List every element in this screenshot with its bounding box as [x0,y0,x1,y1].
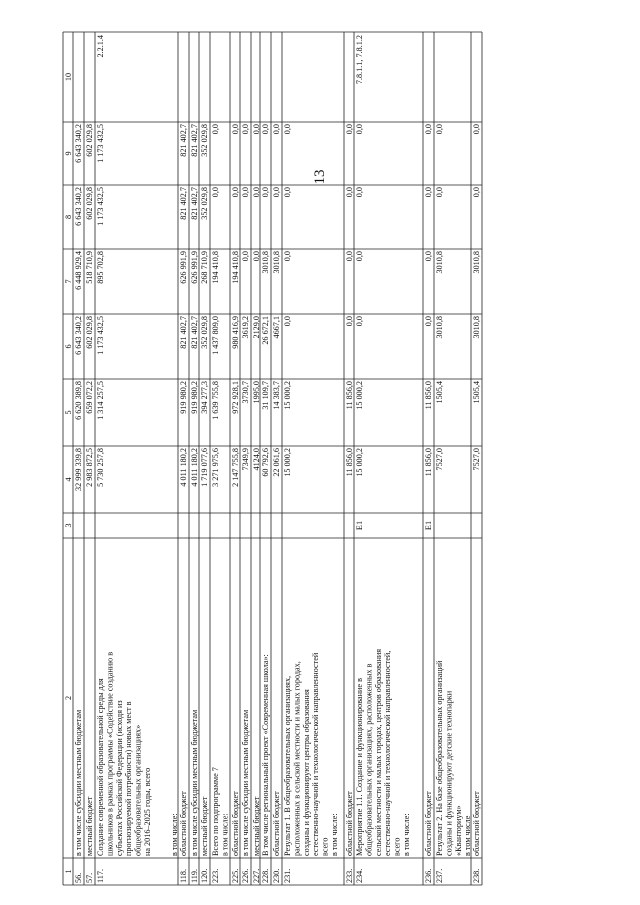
cell-value: 6 643 340,2 [74,124,83,163]
cell-description: в том числе: [170,813,179,856]
cell-value: 15 000,2 [355,381,364,410]
cell-value: 1995,0 [252,381,261,404]
cell-value: 7527,0 [472,448,481,471]
cell-code: Е1 [424,520,433,531]
cell-value: 626 991,9 [179,251,188,284]
cell-value: 1 173 432,5 [96,316,105,355]
column-header-2: 2 [64,695,73,701]
cell-value: 919 980,2 [179,381,188,414]
cell-description: в том числе субсидии местным бюджетам [190,709,199,856]
cell-value: 194 410,8 [231,251,240,284]
cell-value: 1 173 432,5 [96,187,105,226]
cell-value: 0,0 [345,124,354,135]
cell-description: в том числе субсидии местным бюджетам [241,709,250,856]
cell-description: Результат 1. В общеобразовательных организациях, [283,675,292,856]
cell-description: всего [392,837,402,856]
cell-description: всего [320,837,330,856]
cell-value: 821 402,7 [190,187,199,220]
cell-value: 6 620 389,8 [74,381,83,420]
cell-value: 0,0 [355,316,364,327]
cell-value: 394 277,3 [200,381,209,414]
cell-value: 3010,8 [435,316,444,339]
cell-value: 821 402,7 [190,316,199,349]
cell-description: Всего по подпрограмме 7 [211,767,220,856]
column-header-8: 8 [64,214,73,220]
cell-value: 0,0 [231,124,240,135]
cell-description: сельской местности и малых городах, центров образования [373,649,383,856]
column-header-3: 3 [64,523,73,528]
cell-description: областной бюджет [231,791,240,856]
cell-value: 821 402,7 [179,316,188,349]
cell-value: 0,0 [472,187,481,198]
column-header-10: 10 [64,72,73,82]
cell-value: 0,0 [241,251,250,262]
column-header-5: 5 [64,410,73,415]
cell-value: 0,0 [241,187,250,198]
cell-value: 2129,0 [252,316,261,339]
cell-value: 0,0 [355,251,364,262]
cell-value: 0,0 [252,187,261,198]
row-number: 231. [283,868,292,883]
column-header-9: 9 [64,151,73,156]
cell-value: 14 383,7 [272,381,281,410]
cell-description: областной бюджет [179,791,188,856]
cell-code: Е1 [355,520,364,531]
page-number: 13 [311,169,328,185]
cell-value: 6 643 340,2 [74,316,83,355]
row-number: 56. [74,872,83,883]
cell-value: 0,0 [424,316,433,327]
cell-value: 4 011 180,2 [179,448,188,487]
cell-value: 0,0 [435,124,444,135]
cell-description: областной бюджет [345,791,354,856]
cell-value: 602 029,8 [85,187,94,220]
cell-value: 0,0 [231,187,240,198]
cell-value: 15 000,2 [283,448,292,477]
cell-value: 821 402,7 [190,124,199,157]
row-number: 119. [190,868,199,883]
cell-description: местный бюджет [252,796,261,856]
cell-value: 919 980,2 [190,381,199,414]
cell-value: 3010,8 [272,251,281,274]
cell-value: 4124,0 [252,448,261,471]
cell-value: 0,0 [241,124,250,135]
cell-value: 0,0 [435,187,444,198]
row-number: 226. [241,868,250,883]
row-number: 227. [252,868,261,883]
row-number: 120. [200,868,209,883]
cell-value: 11 856,0 [345,448,354,477]
cell-value: 0,0 [252,251,261,262]
cell-value: 3010,8 [472,316,481,339]
cell-value: 821 402,7 [179,187,188,220]
cell-value: 194 410,8 [211,251,220,284]
cell-value: 15 000,2 [355,448,364,477]
cell-value: 602 029,8 [85,316,94,349]
cell-description: в том числе: [402,813,411,856]
cell-value: 895 702,8 [96,251,105,284]
cell-value: 3730,7 [241,381,250,404]
cell-value: 0,0 [424,251,433,262]
cell-description: естественно-научной и технологической направленностей, [383,650,393,856]
cell-description: в том числе: [220,813,230,856]
column-header-6: 6 [64,344,73,349]
cell-description: созданы и функционируют центры образования [301,689,311,856]
row-number: 223. [211,868,220,883]
cell-value: 0,0 [272,124,281,135]
cell-value: 32 999 339,8 [74,448,83,491]
cell-value: 26 672,1 [261,316,270,345]
cell-value: 1 719 077,6 [200,448,209,487]
cell-description: местный бюджет [85,796,94,856]
cell-value: 0,0 [424,187,433,198]
cell-description: В том числе региональный проект «Современная школа»: [261,654,270,856]
cell-value: 5 730 257,8 [96,448,105,487]
cell-value: 31 109,7 [261,381,270,410]
cell-value: 352 029,8 [200,187,209,220]
cell-value: 3 271 975,6 [211,448,220,487]
cell-value: 0,0 [261,187,270,198]
column-header-7: 7 [64,279,73,284]
cell-value: 15 000,2 [283,381,292,410]
cell-value: 821 402,7 [179,124,188,157]
cell-value: 972 928,1 [231,381,240,414]
cell-value: 0,0 [252,124,261,135]
cell-value: 0,0 [261,124,270,135]
cell-value: 6 643 340,2 [74,187,83,226]
cell-description: в том числе субсидии местным бюджетам [74,709,83,856]
cell-value: 4667,1 [272,316,281,339]
cell-value: 4 011 180,2 [190,448,199,487]
cell-value: 11 856,0 [424,448,433,477]
cell-value: 60 792,6 [261,448,270,477]
cell-description: областной бюджет [424,791,433,856]
cell-value: 0,0 [345,316,354,327]
cell-value: 352 029,8 [200,316,209,349]
row-number: 234. [355,868,364,883]
cell-description: общеобразовательных организациях, расположенных в [364,663,374,856]
cell-reference: 2.2.1.4 [96,35,105,58]
row-number: 117. [96,868,105,883]
cell-description: созданы и функционируют детские технопарки [444,690,454,856]
cell-value: 1 437 809,0 [211,316,220,355]
cell-description: на 2016–2025 годы, всего [143,767,152,856]
cell-description: Создание современной образовательной среды для [96,678,105,856]
cell-value: 3010,8 [261,251,270,274]
cell-value: 3010,8 [435,251,444,274]
cell-description: прогнозируемой потребности) новых мест в [124,701,134,856]
column-header-1: 1 [64,869,73,874]
cell-value: 6 448 929,4 [74,251,83,290]
cell-description: в том числе [463,815,473,856]
cell-description: Мероприятие 1.1. Создание и функционирование в [355,678,364,856]
cell-value: 22 061,6 [272,448,281,477]
row-number: 230. [272,868,281,883]
cell-value: 0,0 [283,124,292,135]
cell-value: 0,0 [272,187,281,198]
cell-value: 0,0 [211,187,220,198]
column-header-4: 4 [64,477,73,482]
cell-value: 980 416,9 [231,316,240,349]
cell-value: 7527,0 [435,448,444,471]
cell-reference: 7.8.1.1, 7.8.1.2 [355,35,364,85]
row-number: 118. [179,868,188,883]
cell-value: 518 710,9 [85,251,94,284]
cell-value: 1 639 755,8 [211,381,220,420]
cell-value: 0,0 [345,187,354,198]
row-number: 228. [261,868,270,883]
cell-value: 0,0 [283,316,292,327]
row-number: 225. [231,868,240,883]
cell-description: в том числе: [330,813,339,856]
cell-value: 1505,4 [435,381,444,404]
cell-value: 1505,4 [472,381,481,404]
cell-value: 0,0 [424,124,433,135]
cell-description: общеобразовательных организациях» [133,724,143,856]
cell-value: 0,0 [283,251,292,262]
cell-description: естественно-научной и технологической направленностей [311,652,321,856]
cell-value: 11 856,0 [345,381,354,410]
row-number: 238. [472,868,481,883]
cell-value: 3619,2 [241,316,250,339]
cell-description: областной бюджет [272,791,281,856]
cell-value: 626 991,9 [190,251,199,284]
cell-description: Результат 2. На базе общеобразовательных организаций [435,660,444,856]
cell-value: 7349,9 [241,448,250,471]
cell-value: 0,0 [345,251,354,262]
cell-value: 0,0 [211,124,220,135]
cell-value: 3010,8 [472,251,481,274]
cell-value: 0,0 [472,124,481,135]
row-number: 57. [85,872,94,883]
cell-value: 1 314 257,5 [96,381,105,420]
cell-description: «Кванториум» [453,805,463,856]
row-number: 236. [424,868,433,883]
cell-description: субъектах Российской Федерации (исходя из [114,700,124,856]
cell-value: 11 856,0 [424,381,433,410]
cell-value: 0,0 [355,187,364,198]
cell-value: 2 983 872,5 [85,448,94,487]
rotated-table-content [63,32,482,885]
row-number: 233. [345,868,354,883]
cell-value: 602 029,8 [85,124,94,157]
cell-value: 268 710,9 [200,251,209,284]
cell-description: местный бюджет [200,796,209,856]
cell-value: 352 029,8 [200,124,209,157]
cell-value: 0,0 [355,124,364,135]
cell-value: 659 072,2 [85,381,94,414]
cell-value: 2 147 755,8 [231,448,240,487]
cell-value: 1 173 432,5 [96,124,105,163]
cell-description: школьников в рамках программы «Содействие созданию в [105,651,115,856]
cell-description: областной бюджет [472,791,481,856]
cell-description: расположенных в сельской местности и малых городах, [292,661,302,856]
cell-value: 0,0 [283,187,292,198]
row-number: 237. [435,868,444,883]
